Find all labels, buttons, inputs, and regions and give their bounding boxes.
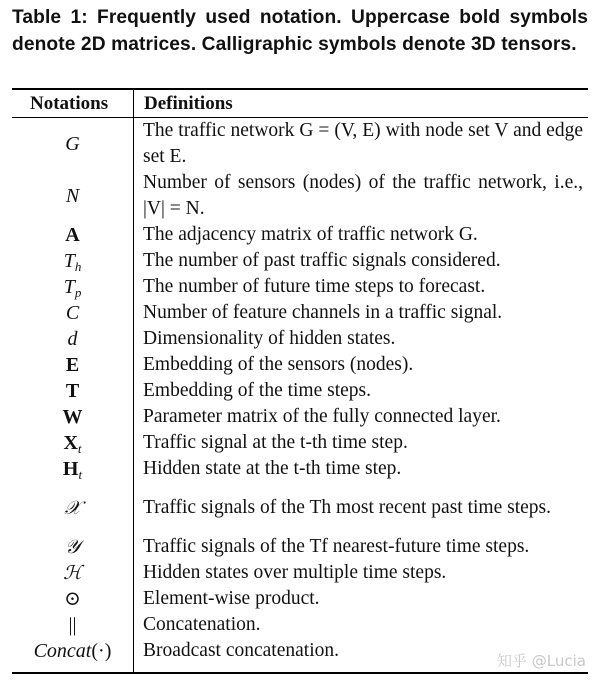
definition-cell: Embedding of the time steps. [143, 380, 372, 401]
notation-symbol: $X_t$ [63, 432, 82, 456]
table-row [12, 482, 588, 534]
table-row [12, 170, 588, 222]
notation-symbol: ⊙ [64, 588, 81, 610]
table-row [12, 378, 588, 404]
notation-symbol: W [62, 406, 83, 428]
bottom-rule [12, 672, 588, 674]
definition-cell: Concatenation. [143, 614, 261, 635]
definition-cell: Broadcast concatenation. [143, 640, 339, 661]
notation-symbol: $T_h$ [63, 250, 82, 274]
notation-symbol: T [65, 380, 80, 402]
header-notations: Notations [30, 93, 109, 114]
notation-symbol: N [65, 185, 80, 207]
definition-cell: Dimensionality of hidden states. [143, 328, 396, 349]
notation-symbol: 𝒳 [64, 497, 81, 519]
table-row [12, 300, 588, 326]
table-row [12, 274, 588, 300]
definition-cell: Hidden states over multiple time steps. [143, 562, 447, 583]
notation-symbol: $H_t$ [62, 458, 83, 482]
notation-symbol: G [65, 133, 80, 155]
definition-cell: Number of feature channels in a traffic signal. [143, 302, 503, 323]
notation-symbol: 𝒴 [65, 536, 80, 558]
table-row [12, 534, 588, 560]
definition-cell: Traffic signals of the Tf nearest-future time steps. [143, 536, 530, 557]
table-row [12, 118, 588, 170]
notation-symbol: d [67, 328, 78, 350]
table-row [12, 430, 588, 456]
notation-symbol: A [65, 224, 80, 246]
header-definitions: Definitions [144, 93, 233, 114]
notation-table-body [12, 118, 588, 664]
table-row [12, 612, 588, 638]
definition-cell: Traffic signal at the t-th time step. [143, 432, 408, 453]
notation-symbol: $T_p$ [63, 276, 82, 300]
table-row [12, 352, 588, 378]
notation-symbol: || [68, 614, 77, 636]
definition-cell: Element-wise product. [143, 588, 320, 609]
definition-cell: Number of sensors (nodes) of the traffic network, i.e., |V| = N. [143, 172, 583, 219]
definition-cell: Parameter matrix of the fully connected layer. [143, 406, 501, 427]
table-row [12, 404, 588, 430]
definition-cell: Hidden state at the t-th time step. [143, 458, 402, 479]
definition-cell: Traffic signals of the Th most recent past time steps. [143, 497, 551, 518]
table-caption: Table 1: Frequently used notation. Uppercase bold symbols denote 2D matrices. Calligraphic symbols denote 3D tensors. [12, 7, 588, 55]
definition-cell: Embedding of the sensors (nodes). [143, 354, 414, 375]
definition-cell: The number of future time steps to forecast. [143, 276, 486, 297]
definition-cell: The adjacency matrix of traffic network G. [143, 224, 478, 245]
notation-symbol: E [65, 354, 80, 376]
notation-symbol: Concat(·) [33, 640, 112, 662]
table-row [12, 560, 588, 586]
table-row [12, 326, 588, 352]
watermark: 知乎 @Lucia [497, 652, 586, 670]
table-row [12, 222, 588, 248]
notation-symbol: C [65, 302, 80, 324]
table-row [12, 248, 588, 274]
table-row [12, 586, 588, 612]
table-row [12, 456, 588, 482]
definition-cell: The traffic network G = (V, E) with node set V and edge set E. [143, 120, 583, 167]
notation-symbol: ℋ [63, 562, 82, 584]
definition-cell: The number of past traffic signals considered. [143, 250, 501, 271]
